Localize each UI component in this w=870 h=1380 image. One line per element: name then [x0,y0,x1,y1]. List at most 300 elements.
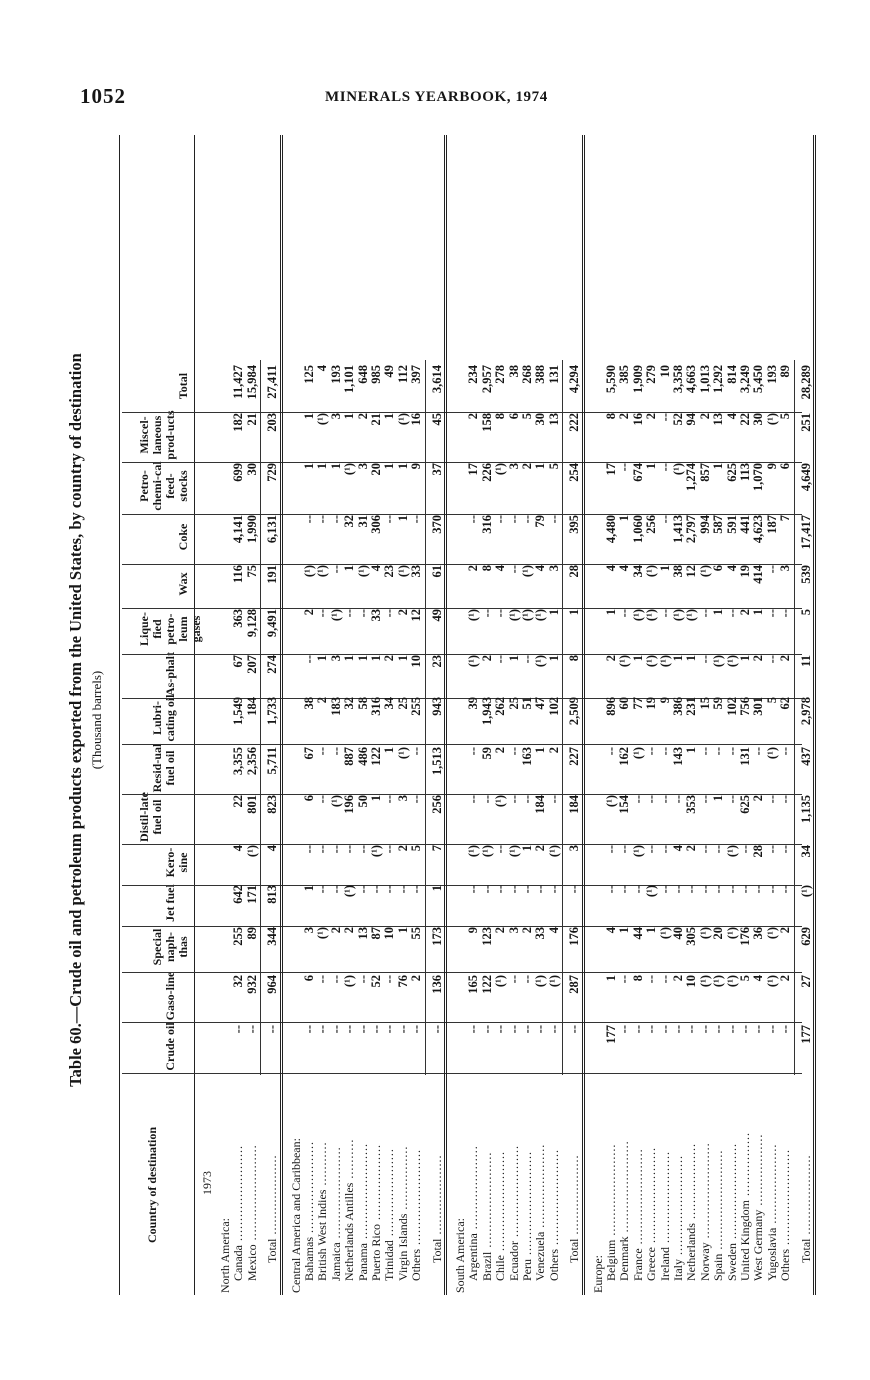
total-cell: -- [567,885,582,894]
table-cell: 38 [671,565,685,578]
total-cell: 17,417 [798,515,813,550]
table-cell: 1 [395,927,410,934]
table-cell: 2 [466,565,481,572]
table-cell: -- [697,885,712,894]
table-cell: 353 [684,795,699,814]
table-cell: 1,101 [342,365,357,394]
table-cell: 4 [604,927,618,934]
table-cell: 1 [604,975,618,982]
table-cell: -- [355,609,370,618]
leader-dots: ........................ [697,1142,712,1243]
table-cell: 36 [751,927,766,940]
table-cell: (¹) [395,747,410,760]
country-name: Sweden [724,1243,739,1281]
leader-dots: ......................... [671,1155,685,1259]
table-cell: (¹) [506,609,521,622]
table-cell: -- [546,795,561,804]
table-cell: 5,450 [751,365,766,394]
table-cell: 10 [657,365,672,378]
header-residual: Resid-ual fuel oil [150,743,177,793]
total-label [799,1155,814,1264]
table-cell: (¹) [644,655,659,668]
table-cell: 177 [604,1025,618,1044]
total-cell: 191 [265,565,280,584]
table-cell: 12 [684,565,699,578]
table-cell: -- [466,795,481,804]
table-cell: -- [630,1025,645,1034]
country-name: Jamaica [328,1242,343,1281]
leader-dots: .................... [429,1154,444,1239]
table-cell: 33 [369,609,383,622]
table-cell: (¹) [342,463,357,476]
table-cell: 4 [724,565,739,572]
country-name: Panama [355,1243,370,1281]
header-crude: Crude oil [163,1022,177,1071]
table-cell: 9,128 [244,609,259,638]
country-name: Puerto Rico [369,1224,383,1281]
table-cell: 414 [751,565,766,584]
table-cell: -- [697,795,712,804]
table-cell: -- [657,413,672,422]
table-cell: 44 [630,927,645,940]
table-cell: 25 [395,697,410,710]
table-cell: 28 [751,845,766,858]
table-cell: -- [479,795,494,804]
table-cell: -- [711,747,726,756]
table-cell: -- [302,515,316,524]
table-cell: -- [479,885,494,894]
table-cell: 17 [604,463,618,476]
table-cell: 62 [778,697,793,710]
table-cell: (¹) [546,975,561,988]
table-cell: -- [644,747,659,756]
total-label [567,1155,582,1264]
table-cell: 2 [751,795,766,802]
table-cell: -- [546,885,561,894]
total-cell: 629 [798,927,813,946]
table-cell: 1 [684,655,699,662]
table-cell: -- [315,885,330,894]
table-cell: (¹) [630,747,645,760]
leader-dots: ....................... [302,1141,316,1237]
table-cell: 30 [533,413,548,426]
table-cell: -- [409,885,424,894]
table-cell: 6 [711,565,726,572]
table-subtitle: (Thousand barrels) [89,670,104,770]
table-cell: 2 [328,927,343,934]
total-cell: 203 [265,413,280,432]
table-cell: 896 [604,697,618,716]
total-cell: 1 [567,609,582,616]
table-cell: -- [778,609,793,618]
page-number: 1052 [80,84,126,108]
column-divider [122,1073,802,1074]
table-cell: 32 [342,515,357,528]
table-cell: 171 [244,885,259,904]
table-cell: 1 [355,655,370,662]
table-cell: 1 [395,515,410,522]
table-cell: 67 [231,655,246,668]
total-cell: 3,614 [429,365,444,394]
header-wax: Wax [176,572,190,596]
header-lubricating: Lubri-cating oil [150,694,177,742]
leader-dots: ....................... [328,1146,343,1243]
table-cell: 648 [355,365,370,384]
table-cell: -- [778,1025,793,1034]
table-cell: 1 [342,565,357,572]
table-cell: 3 [395,795,410,802]
table-cell: -- [657,747,672,756]
table-cell: -- [764,609,779,618]
total-cell: 45 [429,413,444,426]
table-cell: -- [355,1025,370,1034]
table-cell: 162 [617,747,632,766]
table-cell: 699 [231,463,246,482]
total-text: Total [798,1238,813,1263]
table-cell: 6 [506,413,521,420]
table-cell: 4 [493,565,508,572]
table-cell: 2 [493,927,508,934]
table-cell: (¹) [315,413,330,426]
table-cell: (¹) [533,609,548,622]
country-name: France [630,1248,645,1281]
table-cell: -- [617,1025,632,1034]
table-cell: 1 [533,463,548,470]
table-cell: 31 [355,515,370,528]
leader-dots: ..................... [533,1143,548,1232]
table-cell: 1 [302,463,316,470]
table-cell: 4 [231,845,246,852]
table-cell: -- [409,795,424,804]
running-head: MINERALS YEARBOOK, 1974 [325,89,548,105]
table-cell: 3,249 [738,365,752,394]
leader-dots: ....................... [617,1140,632,1237]
table-cell: -- [409,1025,424,1034]
table-cell: 268 [520,365,534,384]
table-cell: 625 [738,795,752,814]
table-cell: -- [751,1025,766,1034]
table-cell: -- [630,885,645,894]
total-cell: 37 [429,463,444,476]
table-cell: -- [382,515,397,524]
total-rule [260,360,261,1075]
table-cell: -- [244,1025,259,1034]
table-cell: -- [302,845,316,854]
table-cell: 1,943 [479,697,494,726]
table-cell: 58 [355,697,370,710]
table-cell: (¹) [764,927,779,940]
table-cell: 4 [751,975,766,982]
table-cell: 1 [395,463,410,470]
table-title: Table 60.—Crude oil and petroleum products exported from the United States, by country of destination [66,353,85,1087]
row-label [245,1144,260,1281]
country-name: Bahamas [302,1237,316,1281]
table-cell: 33 [533,927,548,940]
total-cell: 344 [265,927,280,946]
leader-dots: ........................ [630,1148,645,1249]
table-cell: -- [369,1025,383,1034]
table-cell: (¹) [479,845,494,858]
table-cell: (¹) [395,413,410,426]
table-cell: 1 [604,609,618,616]
table-cell: 1 [617,515,632,522]
total-cell: 943 [429,697,444,716]
table-cell: 23 [382,565,397,578]
header-jet: Jet fuel [163,884,177,922]
table-cell: 255 [409,697,424,716]
table-cell: -- [697,845,712,854]
country-name: Chile [493,1255,508,1281]
table-cell: 316 [369,697,383,716]
table-cell: 386 [671,697,685,716]
table-cell: 4 [533,565,548,572]
table-cell: (¹) [724,927,739,940]
table-cell: 3 [778,565,793,572]
table-cell: -- [630,795,645,804]
table-cell: (¹) [493,975,508,988]
table-cell: 1 [520,845,534,852]
table-cell: 2 [738,609,752,616]
table-cell: -- [711,885,726,894]
table-cell: -- [315,795,330,804]
table-cell: 814 [724,365,739,384]
table-cell: -- [617,463,632,472]
table-cell: 2 [546,747,561,754]
table-cell: -- [479,609,494,618]
table-cell: 3 [302,927,316,934]
leader-dots: ....................... [604,1143,618,1240]
country-name: United Kingdom [738,1200,752,1281]
table-cell: 193 [764,365,779,384]
table-cell: 591 [724,515,739,534]
table-cell: 47 [533,697,548,710]
country-name: Canada [231,1245,246,1281]
row-label [778,1149,793,1281]
table-cell: -- [724,885,739,894]
total-cell: 227 [567,747,582,766]
table-cell: 1 [657,565,672,572]
table-cell: 1 [382,747,397,754]
table-cell: 1 [302,885,316,892]
table-cell: (¹) [533,975,548,988]
total-cell: 27 [798,975,813,988]
table-cell: 1 [644,927,659,934]
table-cell: 2 [466,413,481,420]
total-cell: (¹) [798,885,813,898]
table-cell: 30 [751,413,766,426]
leader-dots: ................ [395,1145,410,1214]
table-cell: -- [231,1025,246,1034]
table-cell: 587 [711,515,726,534]
table-cell: 441 [738,515,752,534]
table-cell: 2 [671,975,685,982]
table-cell: -- [520,885,534,894]
leader-dots: ........................ [244,1144,259,1245]
table-cell: -- [697,655,712,664]
table-cell: 305 [684,927,699,946]
leader-dots: ........................ [644,1147,659,1248]
table-cell: 1,070 [751,463,766,492]
table-cell: 1 [546,609,561,616]
table-cell: 301 [751,697,766,716]
table-cell: 2 [355,413,370,420]
table-cell: 89 [778,365,793,378]
table-cell: 4 [315,365,330,372]
table-cell: 30 [244,463,259,476]
table-cell: 1,549 [231,697,246,726]
table-cell: (¹) [302,565,316,578]
leader-dots: ........................ [231,1145,246,1246]
country-name: Norway [697,1242,712,1281]
section-double-rule [444,135,447,1295]
table-cell: 196 [342,795,357,814]
table-cell: -- [778,747,793,756]
table-cell: 2 [778,975,793,982]
table-cell: 52 [369,975,383,988]
total-text: Total [265,1238,280,1263]
table-cell: 125 [302,365,316,384]
table-cell: 3 [506,463,521,470]
header-lpg: Lique-fied petro-leum gases [137,612,203,647]
total-cell: 136 [429,975,444,994]
table-cell: 1,274 [684,463,699,492]
table-cell: (¹) [520,565,534,578]
table-cell: (¹) [355,565,370,578]
table-cell: -- [738,1025,752,1034]
table-cell: -- [751,885,766,894]
table-cell: 79 [533,515,548,528]
table-cell: 38 [302,697,316,710]
table-cell: -- [506,975,521,984]
table-cell: 2 [778,927,793,934]
table-cell: 13 [711,413,726,426]
table-cell: 2 [315,697,330,704]
table-cell: -- [409,515,424,524]
table-cell: 2 [617,413,632,420]
table-cell: -- [506,885,521,894]
table-cell: (¹) [764,413,779,426]
table-cell: 4 [671,845,685,852]
table-cell: -- [764,565,779,574]
total-cell: 1 [429,885,444,892]
section-heading: Central America and Caribbean: [288,1138,303,1293]
table-cell: 1 [506,655,521,662]
table-cell: -- [493,655,508,664]
table-cell: -- [711,845,726,854]
table-cell: -- [520,655,534,664]
table-cell: 102 [546,697,561,716]
total-rule [425,360,426,1075]
table-cell: 60 [617,697,632,710]
table-cell: -- [778,845,793,854]
header-naphthas: Special naph-thas [150,928,190,966]
table-cell: 1,013 [697,365,712,394]
table-cell: 994 [697,515,712,534]
table-cell: (¹) [342,975,357,988]
table-cell: -- [355,845,370,854]
table-cell: 16 [630,413,645,426]
table-cell: 2 [520,927,534,934]
table-cell: -- [520,975,534,984]
leader-dots: ........................ [778,1149,793,1249]
table-cell: 2,797 [684,515,699,544]
table-cell: 278 [493,365,508,384]
table-cell: 2 [382,655,397,662]
table-cell: 1 [684,747,699,754]
country-name: Trinidad [382,1240,397,1281]
table-cell: -- [520,795,534,804]
table-cell: -- [479,1025,494,1034]
table-cell: 17 [466,463,481,476]
table-cell: 5 [409,845,424,852]
table-cell: -- [657,463,672,472]
table-cell: 163 [520,747,534,766]
table-cell: 20 [369,463,383,476]
table-cell: 4,623 [751,515,766,544]
leader-dots: .................... [798,1154,813,1239]
table-cell: (¹) [533,655,548,668]
country-name: Denmark [617,1236,632,1281]
table-cell: 32 [342,697,357,710]
table-cell: 5 [520,413,534,420]
total-cell: 7 [429,845,444,852]
total-cell: 4,294 [567,365,582,394]
table-cell: (¹) [644,609,659,622]
table-cell: 154 [617,795,632,814]
table-cell: 4 [724,413,739,420]
table-cell: -- [764,885,779,894]
table-cell: 184 [533,795,548,814]
table-cell: 39 [466,697,481,710]
table-cell: 67 [302,747,316,760]
table-cell: 2 [479,655,494,662]
table-cell: -- [546,1025,561,1034]
table-cell: -- [315,1025,330,1034]
table-cell: 316 [479,515,494,534]
table-cell: 2,356 [244,747,259,776]
table-cell: 51 [520,697,534,710]
table-cell: -- [644,1025,659,1034]
header-asphalt: As-phalt [163,652,177,697]
total-rule [562,360,563,1075]
table-cell: 2 [684,845,699,852]
table-cell: (¹) [724,975,739,988]
total-cell: 254 [567,463,582,482]
table-cell: (¹) [315,927,330,940]
leader-dots: .......................... [520,1151,534,1259]
table-cell: 3 [506,927,521,934]
country-name: West Germany [751,1209,766,1281]
table-cell: 11,427 [231,365,246,399]
table-cell: 22 [738,413,752,426]
table-cell: -- [302,655,316,664]
table-cell: 385 [617,365,632,384]
table-cell: -- [466,885,481,894]
table-cell: 20 [711,927,726,940]
table-cell: 5 [778,413,793,420]
leader-dots: ......................... [493,1151,508,1255]
table-cell: -- [520,515,534,524]
leader-dots: ........................ [724,1143,739,1243]
table-cell: -- [724,747,739,756]
table-cell: 1,292 [711,365,726,394]
total-cell: 8 [567,655,582,662]
table-cell: 2 [409,975,424,982]
table-cell: -- [738,885,752,894]
table-cell: 9 [409,463,424,470]
table-cell: 3 [546,565,561,572]
table-cell: 193 [328,365,343,384]
